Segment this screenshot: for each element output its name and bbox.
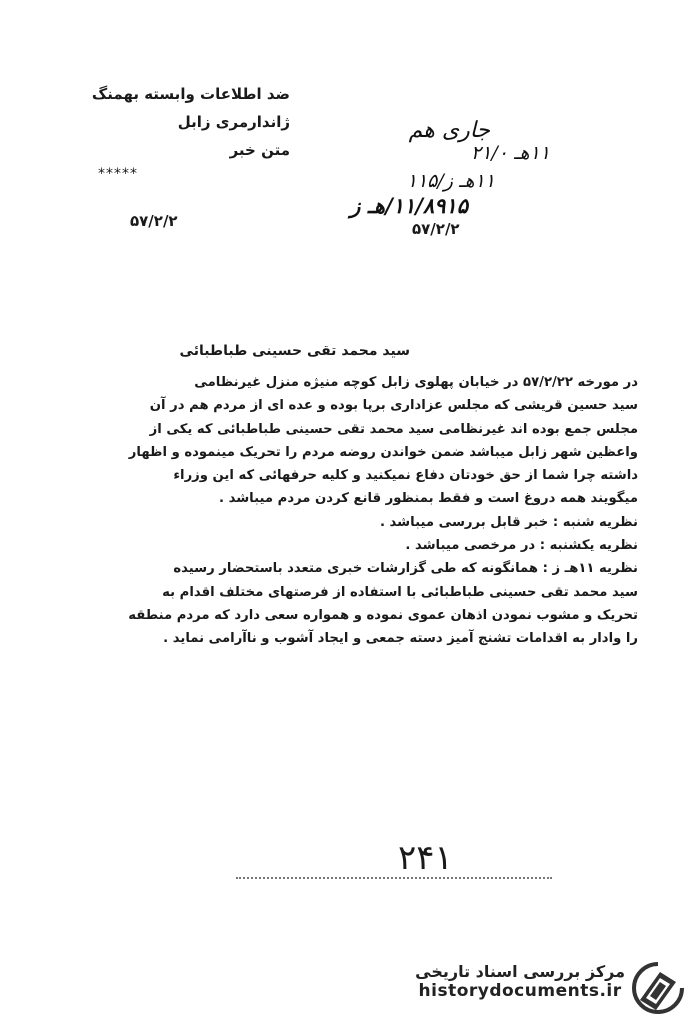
body-line: را وادار به اقدامات تشنج آمیز دسته جمعی و ایجاد آشوب و ناآرامی نماید . xyxy=(163,631,638,647)
watermark-url: historydocuments.ir xyxy=(418,981,622,1001)
handwritten-ref-3: ۱۱/۸۹۱۵/هـ ز xyxy=(350,193,468,218)
body-line: نظریه یکشنبه : در مرخصی میباشد . xyxy=(405,538,638,554)
body-line: در مورخه ۵۷/۲/۲۲ در خیابان پهلوی زابل کوچه منیژه منزل غیرنظامی xyxy=(194,375,638,390)
body-line: نظریه شنبه : خبر قابل بررسی میباشد . xyxy=(379,514,638,530)
body-line: تحریک و مشوب نمودن اذهان عموی نموده و همواره سعی دارد که مردم منطقه xyxy=(128,607,638,623)
body-line: داشته چرا شما از حق خودتان دفاع نمیکنید و کلیه حرفهائی که این وزراء xyxy=(173,468,638,484)
dotted-divider xyxy=(236,877,552,879)
body-line: سید حسین قریشی که مجلس عزاداری برپا بوده و عده ای از مردم هم در آن xyxy=(149,398,638,414)
body-line: میگویند همه دروغ است و فقط بمنظور قانع کردن مردم میباشد . xyxy=(219,491,638,507)
header-stars: ***** xyxy=(98,166,138,182)
handwritten-note: جاری هم xyxy=(408,118,490,143)
body-line: مجلس جمع بوده اند غیرنظامی سید محمد تقی حسینی طباطبائی که یکی از xyxy=(149,421,638,437)
body-line: نظریه ۱۱هـ ز : همانگونه که طی گزارشات خبری متعدد باستحضار رسیده xyxy=(173,561,638,577)
header-office: ضد اطلاعات وابسته بهمنگ xyxy=(91,85,290,103)
header-date: ۵۷/۲/۲ xyxy=(130,212,178,230)
subject-line: سید محمد تقی حسینی طباطبائی xyxy=(179,343,410,359)
body-line: واعظین شهر زابل میباشد ضمن خواندن روضه مردم را تحریک مینموده و اظهار xyxy=(128,444,638,460)
handwritten-ref-1: ۱۱هـ ۲۱/۰ xyxy=(470,142,550,164)
handwritten-ref-2: ۱۱هـ ز/۱۱۵ xyxy=(406,170,495,192)
body-line: سید محمد تقی حسینی طباطبائی با استفاده از فرصتهای مختلف اقدام به xyxy=(162,584,638,600)
watermark-title: مرکز بررسی اسناد تاریخی xyxy=(415,962,625,981)
archive-logo-icon xyxy=(630,960,686,1016)
document-header xyxy=(60,80,290,164)
sent-date: ۵۷/۲/۲ xyxy=(412,220,460,238)
watermark xyxy=(415,962,625,1001)
page-number: ۲۴۱ xyxy=(398,838,453,878)
header-unit: ژاندارمری زابل xyxy=(177,113,290,131)
report-body xyxy=(78,371,638,651)
header-label: متن خبر xyxy=(229,141,290,159)
